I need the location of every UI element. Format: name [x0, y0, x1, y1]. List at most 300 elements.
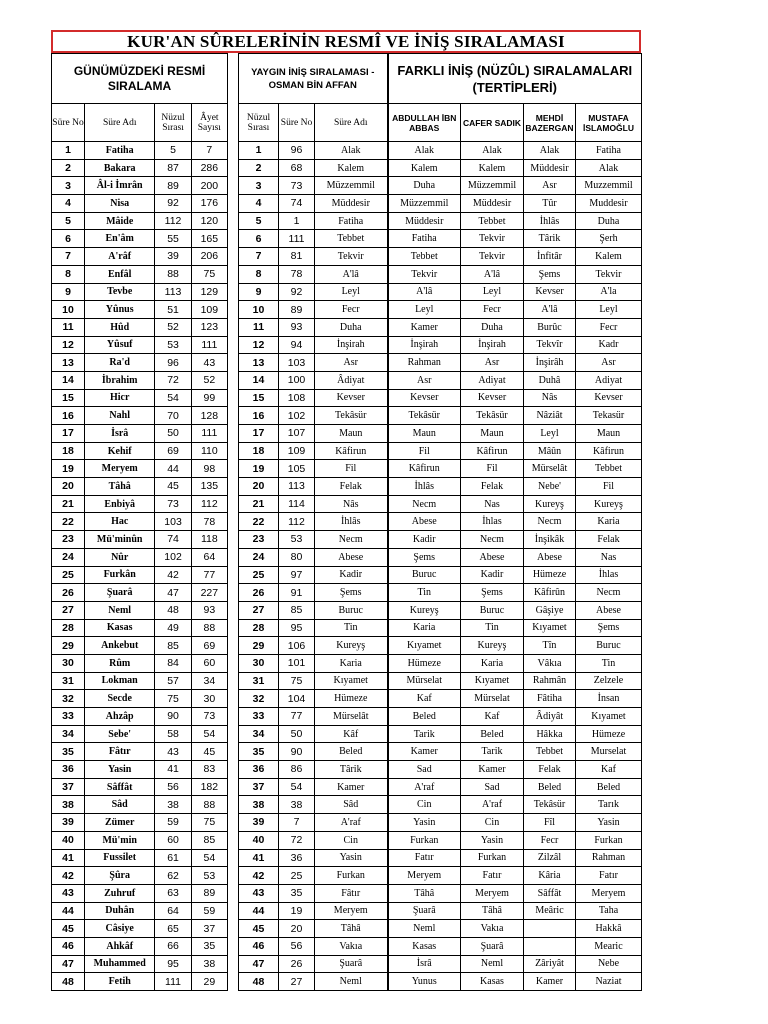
table-cell: 89 — [191, 884, 227, 902]
table-cell: 94 — [279, 336, 315, 354]
table-cell: 22 — [52, 513, 85, 531]
table-cell: 20 — [52, 478, 85, 496]
table-cell: Meryem — [461, 884, 524, 902]
table-row — [52, 601, 228, 619]
table-row — [239, 619, 642, 637]
table-cell: Kureyş — [524, 495, 576, 513]
table-cell: 19 — [239, 460, 279, 478]
table-cell: 19 — [52, 460, 85, 478]
table-row — [239, 743, 642, 761]
table-cell: Neml — [461, 955, 524, 973]
table-cell: Hicr — [85, 389, 155, 407]
table-cell: Müddesir — [524, 159, 576, 177]
table-cell: Hümeze — [576, 725, 642, 743]
table-cell: Fil — [576, 478, 642, 496]
table-row — [239, 584, 642, 602]
table-row — [52, 955, 228, 973]
table-row — [239, 955, 642, 973]
table-cell: 53 — [279, 531, 315, 549]
table-row — [52, 584, 228, 602]
table-cell: 49 — [155, 619, 191, 637]
table-cell: 24 — [239, 548, 279, 566]
table-cell: 110 — [191, 442, 227, 460]
table-cell: Felak — [576, 531, 642, 549]
table-row — [52, 672, 228, 690]
table-row — [239, 849, 642, 867]
table-cell: 81 — [279, 248, 315, 266]
table-cell: Nâs — [524, 389, 576, 407]
table-cell: 32 — [239, 690, 279, 708]
table-cell: Hakkâ — [576, 920, 642, 938]
table-cell: Mürselât — [524, 460, 576, 478]
table-cell: Tekvir — [388, 265, 461, 283]
table-cell: Furkan — [576, 831, 642, 849]
table-cell: Kalem — [576, 248, 642, 266]
table-cell: Tin — [576, 654, 642, 672]
table-cell: 11 — [239, 318, 279, 336]
table-cell: 44 — [155, 460, 191, 478]
table-cell: Kamer — [461, 761, 524, 779]
table-cell: Şems — [524, 265, 576, 283]
table-cell: Cin — [461, 814, 524, 832]
table-cell: 50 — [155, 425, 191, 443]
table-cell: Tekâsür — [388, 407, 461, 425]
table-cell: 33 — [239, 708, 279, 726]
table-cell: İnşirah — [461, 336, 524, 354]
table-cell: 78 — [191, 513, 227, 531]
table-cell: Sebe' — [85, 725, 155, 743]
table-row — [52, 301, 228, 319]
table-cell: Kevser — [388, 389, 461, 407]
table-cell: 109 — [279, 442, 315, 460]
table-cell: Fatır — [388, 849, 461, 867]
table-cell: Tarık — [576, 796, 642, 814]
table-cell: 89 — [279, 301, 315, 319]
table-cell: Necm — [388, 495, 461, 513]
table-cell: 18 — [52, 442, 85, 460]
table-cell: 43 — [239, 884, 279, 902]
table-cell: 227 — [191, 584, 227, 602]
table-cell: 35 — [279, 884, 315, 902]
title-bar — [51, 30, 641, 53]
table-cell: Nâziât — [524, 407, 576, 425]
table-cell: 118 — [191, 531, 227, 549]
col-header: ABDULLAH İBN ABBAS — [388, 104, 461, 142]
table-cell: 2 — [239, 159, 279, 177]
col-header: Süre No — [279, 104, 315, 142]
table-cell: Taha — [576, 902, 642, 920]
table-cell: Meryem — [576, 884, 642, 902]
table-cell: 48 — [239, 973, 279, 991]
table-cell: 3 — [52, 177, 85, 195]
table-cell: Fatiha — [388, 230, 461, 248]
table-cell: Sâd — [85, 796, 155, 814]
table-cell: 7 — [191, 142, 227, 160]
table-cell: Kaf — [461, 708, 524, 726]
table-cell: 34 — [239, 725, 279, 743]
table-cell: Yunus — [388, 973, 461, 991]
table-cell: 11 — [52, 318, 85, 336]
table-cell: 56 — [155, 778, 191, 796]
table-cell: Enbiyâ — [85, 495, 155, 513]
table-cell: 46 — [239, 937, 279, 955]
table-cell: 27 — [52, 601, 85, 619]
table-cell: Mü'minûn — [85, 531, 155, 549]
table-cell: İhlâs — [315, 513, 388, 531]
table-cell: Burûc — [524, 318, 576, 336]
table-cell: Zelzele — [576, 672, 642, 690]
table-cell: Sad — [388, 761, 461, 779]
table-cell: Maun — [461, 425, 524, 443]
table-cell: Buruc — [315, 601, 388, 619]
table-cell: 13 — [239, 354, 279, 372]
table-cell: 10 — [52, 301, 85, 319]
table-row — [52, 867, 228, 885]
table-cell: Yûnus — [85, 301, 155, 319]
table-cell: 19 — [279, 902, 315, 920]
table-cell: 58 — [155, 725, 191, 743]
table-cell: 7 — [279, 814, 315, 832]
table-cell: Necm — [315, 531, 388, 549]
table-cell: Tebbet — [524, 743, 576, 761]
table-row — [52, 513, 228, 531]
table-cell: Fatiha — [315, 212, 388, 230]
table-cell: Tevbe — [85, 283, 155, 301]
table-row — [239, 814, 642, 832]
table-cell: Maun — [388, 425, 461, 443]
table-cell: 12 — [52, 336, 85, 354]
official-order-table — [51, 53, 228, 991]
table-cell: 41 — [239, 849, 279, 867]
table-cell: 135 — [191, 478, 227, 496]
table-cell: Zuhruf — [85, 884, 155, 902]
table-cell: Leyl — [461, 283, 524, 301]
table-row — [239, 265, 642, 283]
table-cell: İnşikâk — [524, 531, 576, 549]
table-cell: 75 — [191, 265, 227, 283]
table-cell: 28 — [239, 619, 279, 637]
table-cell: 20 — [279, 920, 315, 938]
table-cell: Âdiyât — [524, 708, 576, 726]
table-cell: 17 — [239, 425, 279, 443]
table-cell: Âdiyat — [315, 371, 388, 389]
table-cell: Leyl — [524, 425, 576, 443]
table-cell: 88 — [191, 796, 227, 814]
table-cell: Lokman — [85, 672, 155, 690]
table-cell: Tûr — [524, 195, 576, 213]
table-cell: 64 — [155, 902, 191, 920]
table-cell: 30 — [52, 654, 85, 672]
table-cell: Kâfirun — [576, 442, 642, 460]
table-cell: Fatır — [461, 867, 524, 885]
table-cell: Muzzemmil — [576, 177, 642, 195]
table-row — [239, 177, 642, 195]
table-cell: İhlas — [461, 513, 524, 531]
table-cell: 64 — [191, 548, 227, 566]
table-row — [52, 265, 228, 283]
table-cell: 48 — [52, 973, 85, 991]
table-cell: 69 — [155, 442, 191, 460]
table-cell: 85 — [191, 831, 227, 849]
table-cell: 92 — [279, 283, 315, 301]
table-cell: 93 — [279, 318, 315, 336]
table-row — [52, 159, 228, 177]
table-cell: 3 — [239, 177, 279, 195]
table-cell: 70 — [155, 407, 191, 425]
table-cell: Ahzâp — [85, 708, 155, 726]
table-cell: 107 — [279, 425, 315, 443]
table-row — [52, 177, 228, 195]
table-cell: Yûsuf — [85, 336, 155, 354]
table-cell: Enfâl — [85, 265, 155, 283]
table-cell: 84 — [155, 654, 191, 672]
table-cell: Buruc — [576, 637, 642, 655]
table-row — [239, 654, 642, 672]
table-cell: 98 — [191, 460, 227, 478]
table-cell: 112 — [191, 495, 227, 513]
table-cell: 109 — [191, 301, 227, 319]
table-cell: Câsiye — [85, 920, 155, 938]
table-row — [239, 371, 642, 389]
table-cell: Tekâsür — [315, 407, 388, 425]
table-cell: Cin — [388, 796, 461, 814]
table-cell: Kamer — [524, 973, 576, 991]
table-cell: Tekvir — [461, 248, 524, 266]
table-row — [52, 654, 228, 672]
table-row — [52, 849, 228, 867]
table-cell: 43 — [191, 354, 227, 372]
table-cell: 59 — [191, 902, 227, 920]
table-cell: 29 — [239, 637, 279, 655]
table-cell: İnşirâh — [524, 354, 576, 372]
table-cell: Neml — [388, 920, 461, 938]
table-row — [52, 566, 228, 584]
table-cell: 88 — [191, 619, 227, 637]
table-cell: 25 — [279, 867, 315, 885]
table-row — [239, 283, 642, 301]
table-cell: 87 — [155, 159, 191, 177]
table-cell: 45 — [52, 920, 85, 938]
table-row — [239, 195, 642, 213]
table-cell: Yasin — [85, 761, 155, 779]
table-cell: 30 — [191, 690, 227, 708]
table-cell: 112 — [279, 513, 315, 531]
table-cell: Vakıa — [315, 937, 388, 955]
table-cell: Tin — [461, 619, 524, 637]
table-cell: 57 — [155, 672, 191, 690]
table-cell: 48 — [155, 601, 191, 619]
table-cell: 68 — [279, 159, 315, 177]
col-header: Âyet Sayısı — [191, 104, 227, 142]
table-cell: Ahkâf — [85, 937, 155, 955]
table-row — [52, 195, 228, 213]
table-cell: Abese — [461, 548, 524, 566]
table-cell: 23 — [239, 531, 279, 549]
table-row — [239, 566, 642, 584]
table-cell — [524, 920, 576, 938]
table-row — [52, 212, 228, 230]
table-row — [52, 442, 228, 460]
table-cell: Kadir — [461, 566, 524, 584]
table-cell: 24 — [52, 548, 85, 566]
table-cell: Tarik — [461, 743, 524, 761]
table-cell: Necm — [524, 513, 576, 531]
table-cell: Tekvir — [315, 248, 388, 266]
table-cell: 18 — [239, 442, 279, 460]
table-cell: 129 — [191, 283, 227, 301]
table-row — [52, 725, 228, 743]
table-cell: 31 — [239, 672, 279, 690]
table-cell: 42 — [155, 566, 191, 584]
table-cell: Müddesir — [388, 212, 461, 230]
table-cell: 36 — [52, 761, 85, 779]
table-cell: Neml — [315, 973, 388, 991]
table-cell: Tîn — [524, 637, 576, 655]
table-cell: Müzzemmil — [315, 177, 388, 195]
table-cell: Sâffât — [524, 884, 576, 902]
table-cell: Nebe' — [524, 478, 576, 496]
table-cell: Gâşiye — [524, 601, 576, 619]
table-cell: Kehif — [85, 442, 155, 460]
table-cell: A'râf — [85, 248, 155, 266]
table-cell: 102 — [155, 548, 191, 566]
table-cell: Tebbet — [461, 212, 524, 230]
table-cell: 95 — [155, 955, 191, 973]
table-cell: A'lâ — [315, 265, 388, 283]
table-cell: Âl-i İmrân — [85, 177, 155, 195]
table-cell: Yasin — [315, 849, 388, 867]
table-cell: 77 — [191, 566, 227, 584]
table-cell: Kevser — [315, 389, 388, 407]
table-cell: 4 — [52, 195, 85, 213]
table-cell: 78 — [279, 265, 315, 283]
table-cell: 47 — [239, 955, 279, 973]
table-cell: Maun — [576, 425, 642, 443]
table-row — [52, 814, 228, 832]
table-cell: 1 — [279, 212, 315, 230]
table-cell: 38 — [279, 796, 315, 814]
table-cell: Zümer — [85, 814, 155, 832]
table-cell: 26 — [279, 955, 315, 973]
table-row — [52, 354, 228, 372]
table-cell: Nas — [576, 548, 642, 566]
table-cell: Kamer — [388, 743, 461, 761]
table-cell: Tekvîr — [524, 336, 576, 354]
table-row — [239, 796, 642, 814]
table-cell: Kadir — [315, 566, 388, 584]
table-cell: Karia — [315, 654, 388, 672]
table-cell: Müddesir — [461, 195, 524, 213]
table-cell: 25 — [239, 566, 279, 584]
table-cell: 29 — [52, 637, 85, 655]
table-row — [239, 867, 642, 885]
table-cell: Felak — [524, 761, 576, 779]
table-cell: Sâffât — [85, 778, 155, 796]
table-cell: Karia — [388, 619, 461, 637]
table-cell: Yasin — [388, 814, 461, 832]
col-header: Süre No — [52, 104, 85, 142]
table-cell: 42 — [52, 867, 85, 885]
table-cell: Müddesir — [315, 195, 388, 213]
table-cell: 13 — [52, 354, 85, 372]
table-cell: 88 — [155, 265, 191, 283]
table-cell: Adiyat — [576, 371, 642, 389]
table-cell: 111 — [279, 230, 315, 248]
table-cell: Murselat — [576, 743, 642, 761]
table-row — [52, 230, 228, 248]
table-cell: Rahmân — [524, 672, 576, 690]
table-cell: Tebbet — [388, 248, 461, 266]
table-cell: İsrâ — [85, 425, 155, 443]
common-order-header: YAYGIN İNİŞ SIRALAMASI - OSMAN BİN AFFAN — [239, 54, 388, 104]
table-cell: 41 — [52, 849, 85, 867]
table-cell: Alak — [576, 159, 642, 177]
table-cell: Beled — [388, 708, 461, 726]
table-cell: Şems — [388, 548, 461, 566]
table-cell: Târik — [315, 761, 388, 779]
table-cell: 38 — [52, 796, 85, 814]
table-cell: 54 — [191, 725, 227, 743]
table-cell: Duha — [461, 318, 524, 336]
table-cell: Hümeze — [524, 566, 576, 584]
table-cell: Beled — [524, 778, 576, 796]
table-cell: 47 — [155, 584, 191, 602]
table-cell: 29 — [191, 973, 227, 991]
table-row — [52, 248, 228, 266]
table-cell: 112 — [155, 212, 191, 230]
table-cell: 37 — [52, 778, 85, 796]
table-cell: Kasas — [461, 973, 524, 991]
table-cell: Ankebut — [85, 637, 155, 655]
table-row — [52, 637, 228, 655]
table-cell: Buruc — [388, 566, 461, 584]
table-row — [239, 937, 642, 955]
table-cell: 92 — [155, 195, 191, 213]
table-cell: 35 — [52, 743, 85, 761]
col-header: Süre Adı — [85, 104, 155, 142]
variant-orders-header: FARKLI İNİŞ (NÜZÛL) SIRALAMALARI (TERTİPLERİ) — [388, 54, 642, 104]
table-row — [239, 336, 642, 354]
table-cell: 5 — [155, 142, 191, 160]
table-cell: 27 — [279, 973, 315, 991]
table-cell: 31 — [52, 672, 85, 690]
table-cell: 39 — [155, 248, 191, 266]
table-cell: 74 — [155, 531, 191, 549]
table-cell: Nûr — [85, 548, 155, 566]
table-cell: Fil — [388, 442, 461, 460]
table-cell: Mearic — [576, 937, 642, 955]
table-cell: 6 — [239, 230, 279, 248]
table-cell: Alak — [461, 142, 524, 160]
table-row — [239, 478, 642, 496]
table-cell: Meryem — [315, 902, 388, 920]
page-title: KUR'AN SÛRELERİNİN RESMÎ VE İNİŞ SIRALAMASI — [127, 31, 565, 51]
table-cell: Müzzemmil — [461, 177, 524, 195]
table-cell: 103 — [279, 354, 315, 372]
table-cell: 45 — [239, 920, 279, 938]
table-cell: Felak — [461, 478, 524, 496]
table-cell: Kamer — [315, 778, 388, 796]
table-cell: 53 — [155, 336, 191, 354]
table-cell: Beled — [315, 743, 388, 761]
table-cell: Kıyamet — [388, 637, 461, 655]
table-cell: 165 — [191, 230, 227, 248]
table-cell: Tebbet — [576, 460, 642, 478]
table-cell: 83 — [191, 761, 227, 779]
table-cell: İhlas — [576, 566, 642, 584]
table-row — [239, 690, 642, 708]
table-cell: Kureyş — [576, 495, 642, 513]
